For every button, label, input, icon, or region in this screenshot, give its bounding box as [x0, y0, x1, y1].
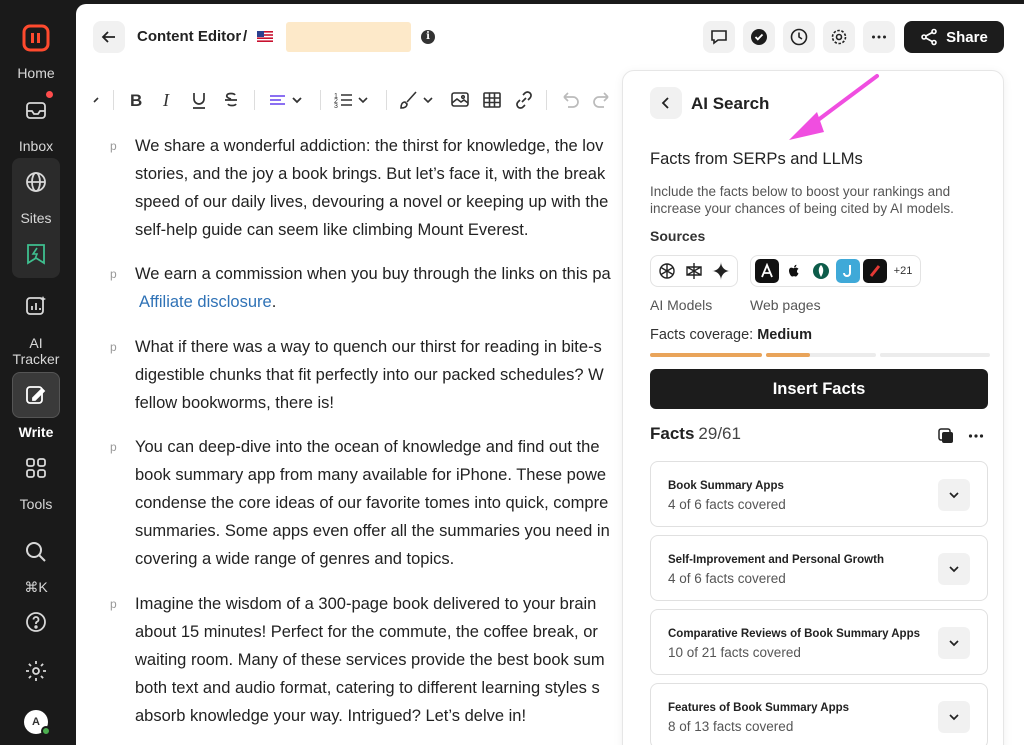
sidebar-item-write[interactable] [0, 424, 72, 440]
apple-icon [782, 259, 806, 283]
sidebar-item-tools[interactable] [0, 496, 72, 512]
gemini-icon [709, 259, 733, 283]
svg-text:I: I [163, 90, 169, 110]
search-icon[interactable] [24, 540, 48, 564]
expand-button[interactable] [938, 627, 970, 659]
sidebar-item-inbox[interactable] [0, 138, 72, 154]
toolbar-divider [113, 90, 114, 110]
paragraph-marker: p [110, 267, 117, 281]
help-icon[interactable] [24, 610, 48, 634]
fact-coverage: 4 of 6 facts covered [668, 571, 786, 586]
text-line: condense the core ideas of our favorite tomes into quick, compre [135, 494, 609, 512]
fact-title: Self-Improvement and Personal Growth [668, 554, 884, 566]
more-horizontal-icon[interactable] [967, 427, 985, 445]
expand-button[interactable] [938, 701, 970, 733]
status-button[interactable] [743, 21, 775, 53]
sources-label: Sources [650, 228, 706, 244]
expand-button[interactable] [938, 553, 970, 585]
text-line: self-help guide can seem like climbing Mount Everest. [135, 221, 529, 239]
paragraph-marker: p [110, 340, 117, 354]
brush-dropdown-icon[interactable] [398, 89, 438, 111]
sidebar [0, 0, 76, 745]
sidebar-item-label: Inbox [18, 138, 54, 154]
more-button[interactable] [863, 21, 895, 53]
svg-text:B: B [130, 91, 143, 110]
text-line: digestible chunks that fit perfectly into our packed schedules? W [135, 366, 604, 384]
breadcrumb-separator: / [243, 28, 248, 45]
panel-title: AI Search [691, 94, 770, 113]
fact-title: Book Summary Apps [668, 480, 784, 492]
paragraph-marker: p [110, 440, 117, 454]
app-logo-icon[interactable] [22, 24, 50, 52]
sidebar-item-label: Tools [19, 496, 53, 512]
text-line: fellow bookworms, there is! [135, 394, 334, 412]
chevron-down-icon [948, 711, 960, 723]
text-punctuation: . [271, 293, 277, 311]
clock-icon [790, 28, 808, 46]
text-line: both text and audio format, catering to different learning styles s [135, 679, 600, 697]
fact-card[interactable] [650, 461, 988, 527]
chevron-down-icon [948, 637, 960, 649]
editor-paragraph[interactable] [135, 132, 625, 244]
share-button[interactable] [904, 21, 1004, 53]
inbox-icon[interactable] [24, 98, 48, 122]
chevron-down-icon [948, 563, 960, 575]
check-circle-icon [750, 28, 768, 46]
back-button[interactable] [93, 21, 125, 53]
paragraph-marker: p [110, 139, 117, 153]
title-field[interactable] [286, 22, 411, 52]
fact-card[interactable] [650, 535, 988, 601]
text-line: waiting room. Many of these services provide the best book sum [135, 651, 605, 669]
share-icon [920, 28, 938, 46]
text-line: What if there was a way to quench our thirst for reading in bite-s [135, 338, 602, 356]
toolbar-divider [546, 90, 547, 110]
more-horizontal-icon [870, 28, 888, 46]
web-pages-sources[interactable] [750, 255, 921, 287]
write-icon[interactable] [24, 383, 48, 407]
toolbar-divider [254, 90, 255, 110]
align-dropdown-icon[interactable] [268, 89, 308, 111]
ai-models-sources[interactable] [650, 255, 738, 287]
text-line: summaries. Some apps even offer all the summaries you need in [135, 522, 610, 540]
globe-icon[interactable] [24, 170, 48, 194]
text-line: absorb knowledge your way. Intrigued? Let’s delve in! [135, 707, 527, 725]
image-icon[interactable] [450, 89, 470, 111]
editor-paragraph[interactable] [135, 590, 625, 730]
web-pages-label: Web pages [750, 297, 821, 313]
toolbar-divider [386, 90, 387, 110]
web-source-j-icon [836, 259, 860, 283]
fact-card[interactable] [650, 683, 988, 745]
coverage-segment [880, 353, 988, 357]
chevron-down-icon [948, 489, 960, 501]
insert-facts-button[interactable]: Insert Facts [650, 369, 988, 409]
text-line: You can deep-dive into the ocean of knowledge and find out the [135, 438, 600, 456]
web-more-count: +21 [893, 265, 913, 277]
editor-paragraph[interactable] [135, 333, 625, 417]
fact-coverage: 4 of 6 facts covered [668, 497, 786, 512]
undo-icon[interactable] [560, 89, 580, 111]
sidebar-item-label: Write [18, 424, 54, 440]
fact-card[interactable] [650, 609, 988, 675]
toolbar-divider [320, 90, 321, 110]
gear-icon [830, 28, 848, 46]
link-icon[interactable] [514, 89, 534, 111]
fact-title: Comparative Reviews of Book Summary Apps [668, 628, 921, 640]
panel-description: Include the facts below to boost your rankings and increase your chances of being cited by AI models. [650, 184, 954, 216]
main-canvas [76, 4, 1024, 745]
arrow-left-icon [101, 29, 117, 45]
status-dot [41, 726, 51, 736]
text-line: covering a wide range of genres and topics. [135, 550, 455, 568]
fact-coverage: 8 of 13 facts covered [668, 719, 794, 734]
fact-coverage: 10 of 21 facts covered [668, 645, 801, 660]
text-line: book summary app from many available for iPhone. These powe [135, 466, 607, 484]
info-icon[interactable]: i [421, 30, 435, 44]
table-icon[interactable] [482, 89, 502, 111]
gear-icon[interactable] [24, 659, 48, 683]
web-source-leaf-icon [809, 259, 833, 283]
coverage-value: Medium [757, 327, 812, 343]
facts-count: 29/61 [698, 424, 741, 443]
sidebar-item-label: AI Tracker [12, 335, 60, 367]
facts-label: Facts [650, 424, 695, 443]
editor-paragraph[interactable] [135, 260, 625, 316]
us-flag-icon[interactable] [257, 31, 273, 42]
svg-text:3: 3 [334, 103, 338, 110]
text-line: about 15 minutes! Perfect for the commute, the coffee break, or [135, 623, 598, 641]
sidebar-item-sites[interactable] [0, 210, 72, 226]
sidebar-item-home[interactable] [0, 65, 72, 81]
ai-search-panel [622, 70, 1004, 745]
settings-button[interactable] [823, 21, 855, 53]
perplexity-icon [682, 259, 706, 283]
fact-title: Features of Book Summary Apps [668, 702, 850, 714]
panel-heading: Facts from SERPs and LLMs [650, 150, 863, 168]
site-badge-icon[interactable] [24, 242, 48, 266]
ai-models-label: AI Models [650, 297, 713, 313]
web-source-a-icon [755, 259, 779, 283]
list-dropdown-icon[interactable] [334, 89, 374, 111]
svg-text:2: 2 [334, 98, 338, 105]
text-line: Imagine the wisdom of a 300-page book delivered to your brain [135, 595, 597, 613]
chevron-left-icon [659, 96, 673, 110]
paragraph-marker: p [110, 597, 117, 611]
history-button[interactable] [783, 21, 815, 53]
bold-icon[interactable] [127, 89, 145, 111]
redo-icon[interactable] [592, 89, 612, 111]
facts-header [650, 424, 741, 444]
search-shortcut: ⌘K [24, 579, 48, 595]
affiliate-disclosure-link[interactable]: Affiliate disclosure [139, 293, 272, 311]
underline-icon[interactable] [190, 89, 208, 111]
strikethrough-icon[interactable] [222, 89, 240, 111]
web-source-red-icon [863, 259, 887, 283]
collapse-icon[interactable] [92, 89, 100, 111]
share-label: Share [946, 28, 988, 46]
coverage-segment [766, 353, 876, 357]
editor-paragraph[interactable] [135, 433, 625, 573]
copy-icon[interactable] [937, 427, 955, 445]
text-line: We share a wonderful addiction: the thirst for knowledge, the lov [135, 137, 604, 155]
coverage-label-text: Facts coverage: [650, 327, 754, 343]
comments-button[interactable] [703, 21, 735, 53]
italic-icon[interactable] [159, 89, 177, 111]
sidebar-item-label: Sites [20, 210, 52, 226]
coverage-segment [650, 353, 762, 357]
sidebar-item-label: Home [17, 65, 55, 81]
breadcrumb[interactable]: Content Editor [137, 28, 242, 45]
notification-badge [46, 91, 53, 98]
avatar[interactable]: A [24, 710, 48, 734]
sidebar-item-ai-tracker[interactable] [0, 335, 72, 367]
tools-grid-icon[interactable] [24, 456, 48, 480]
expand-button[interactable] [938, 479, 970, 511]
coverage-label [650, 327, 812, 343]
svg-text:1: 1 [334, 93, 338, 100]
text-line: stories, and the joy a book brings. But let’s face it, with the break [135, 165, 606, 183]
comment-icon [710, 28, 728, 46]
text-line: We earn a commission when you buy through the links on this pa [135, 265, 611, 283]
openai-icon [655, 259, 679, 283]
panel-back-button[interactable] [650, 87, 682, 119]
ai-tracker-icon[interactable] [24, 294, 48, 318]
text-line: speed of our daily lives, devouring a novel or keeping up with the [135, 193, 609, 211]
